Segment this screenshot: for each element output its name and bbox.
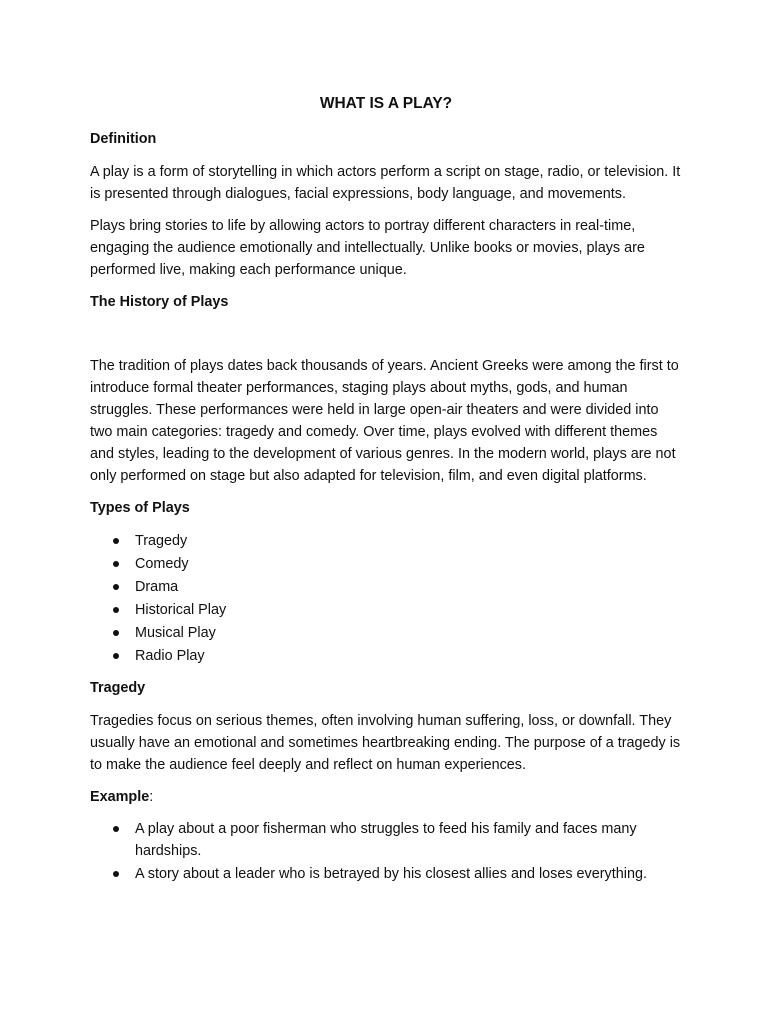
types-item-label: Historical Play [135,602,227,618]
bullet-icon [113,584,119,590]
list-item [90,599,682,621]
history-spacer [90,324,682,355]
examples-list [90,818,682,885]
types-item-label: Tragedy [135,533,188,549]
types-item-label: Musical Play [135,625,216,641]
bullet-icon [113,653,119,659]
types-list [90,530,682,667]
types-item-label: Comedy [135,556,189,572]
list-item [90,645,682,667]
types-item-label: Radio Play [135,648,205,664]
bullet-icon [113,826,119,832]
example-item-text: A play about a poor fisherman who struggles to feed his family and faces many hardships. [135,821,637,859]
tragedy-paragraph: Tragedies focus on serious themes, often involving human suffering, loss, or downfall. They usually have an emotional and sometimes heartbreaking ending. The purpose of a tragedy is to make the audience feel deeply and reflect on human experiences. [90,713,681,773]
bullet-icon [113,538,119,544]
definition-paragraph-2: Plays bring stories to life by allowing actors to portray different characters in real-time, engaging the audience emotionally and intellectually. Unlike books or movies, plays are performed live, making each performance unique. [90,218,645,278]
list-item [90,576,682,598]
definition-paragraph-1: A play is a form of storytelling in which actors perform a script on stage, radio, or television. It is presented through dialogues, facial expressions, body language, and movements. [90,164,681,202]
types-item-label: Drama [135,579,179,595]
bullet-icon [113,561,119,567]
list-item [90,818,682,862]
bullet-icon [113,630,119,636]
tragedy-heading: Tragedy [90,680,146,696]
bullet-icon [113,871,119,877]
example-item-text: A story about a leader who is betrayed by his closest allies and loses everything. [135,866,647,882]
list-item [90,530,682,552]
history-heading: The History of Plays [90,294,229,310]
document-page [90,92,682,895]
types-heading: Types of Plays [90,500,190,516]
example-label-colon: : [149,789,154,805]
example-label [90,786,682,808]
list-item [90,553,682,575]
example-label-text: Example [90,789,150,805]
definition-heading: Definition [90,131,157,147]
list-item [90,622,682,644]
list-item [90,863,682,885]
history-paragraph: The tradition of plays dates back thousands of years. Ancient Greeks were among the first to introduce formal theater performances, staging plays about myths, gods, and human struggles. These performances were held in large open-air theaters and were divided into two main categories: tragedy and comedy. Over time, plays evolved with different themes and styles, leading to the development of various genres. In the modern world, plays are not only performed on stage but also adapted for television, film, and even digital platforms. [90,358,679,484]
document-title: WHAT IS A PLAY? [319,95,453,112]
bullet-icon [113,607,119,613]
